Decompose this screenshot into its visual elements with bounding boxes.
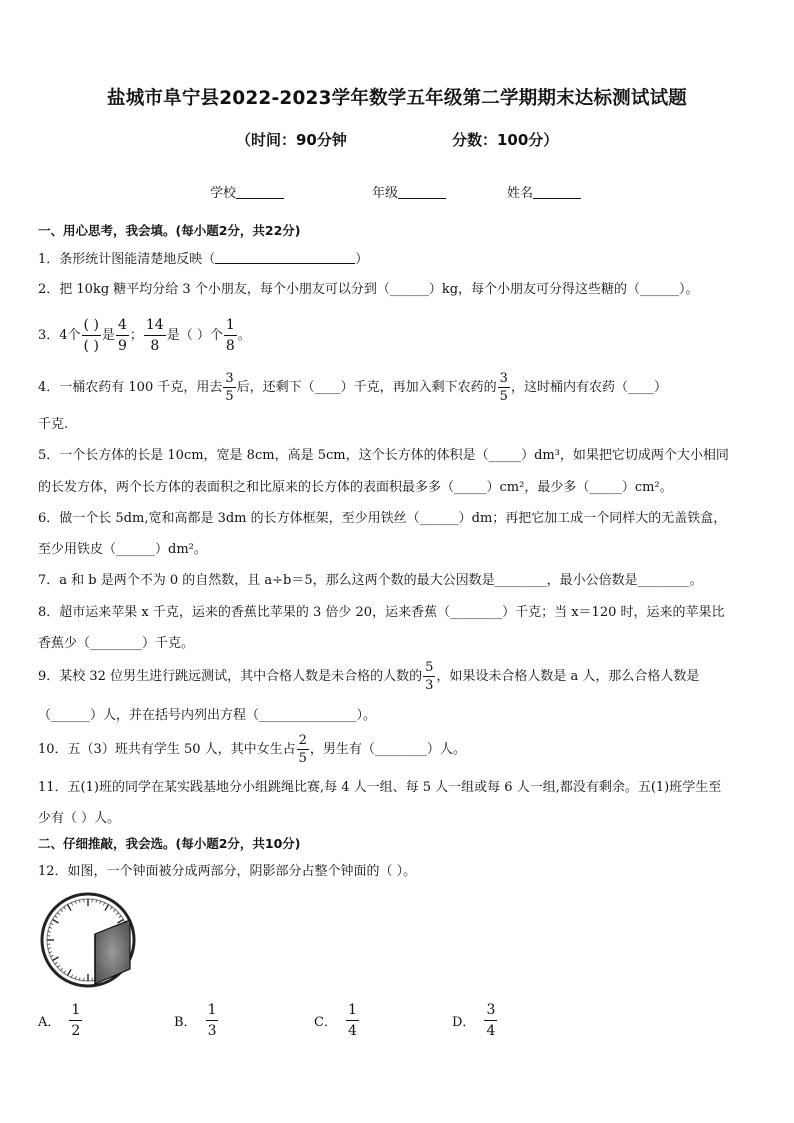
time-label: （时间：90分钟 xyxy=(236,131,347,149)
q3-fraction-14-8: $\frac{14}{8}$ xyxy=(145,317,164,354)
option-d[interactable]: D． $\frac{3}{4}$ xyxy=(452,1002,496,1039)
question-10: 10．五（3）班共有学生 50 人，其中女生占 $\frac{2}{5}$ ，男生有（________）人。 xyxy=(38,733,466,766)
question-11-line-2: 少有（ ）人。 xyxy=(38,811,121,826)
q9-fraction-5-3: $\frac{5}{3}$ xyxy=(425,660,434,693)
q4-fraction-3-5-a: $\frac{3}{5}$ xyxy=(225,371,234,404)
q3-blank-fraction[interactable]: $\frac{( )}{( )}$ xyxy=(83,317,99,354)
q3-fraction-1-8: $\frac{1}{8}$ xyxy=(225,317,235,354)
question-7: 7．a 和 b 是两个不为 0 的自然数，且 a÷b＝5，那么这两个数的最大公因数是________，最小公倍数是________。 xyxy=(38,573,703,588)
q3-fraction-4-9: $\frac{4}{9}$ xyxy=(117,317,127,354)
section-2-heading: 二、仔细推敲，我会选。(每小题2分，共10分) xyxy=(38,836,301,851)
question-2: 2．把 10kg 糖平均分给 3 个小朋友，每个小朋友可以分到（______）kg，每个小朋友可分得这些糖的（______）。 xyxy=(38,282,699,297)
grade-field[interactable] xyxy=(372,182,446,201)
score-label: 分数：100分） xyxy=(452,131,559,149)
question-8: 8．超市运来苹果 x 千克，运来的香蕉比苹果的 3 倍少 20，运来香蕉（________）千克；当 x＝120 时，运来的苹果比 xyxy=(38,605,725,620)
question-6-line-2: 至少用铁皮（______）dm²。 xyxy=(38,542,207,557)
page-title: 盐城市阜宁县2022-2023学年数学五年级第二学期期末达标测试试题 xyxy=(107,88,687,109)
name-label: 姓名 xyxy=(507,186,534,201)
question-5-line-2: 的长发方体，两个长方体的表面积之和比原来的长方体的表面积最多多（_____）cm²，最少多（_____）cm²。 xyxy=(38,480,673,495)
name-blank[interactable] xyxy=(533,185,581,199)
school-field[interactable] xyxy=(210,182,284,201)
question-11: 11．五(1)班的同学在某实践基地分小组跳绳比赛,每 4 人一组、每 5 人一组或每 6 人一组,都没有剩余。五(1)班学生至 xyxy=(38,780,722,795)
q1-answer-blank[interactable] xyxy=(215,251,355,264)
option-b[interactable]: B． $\frac{1}{3}$ xyxy=(174,1002,217,1039)
school-blank[interactable] xyxy=(236,185,284,199)
question-8-line-2: 香蕉少（________）千克。 xyxy=(38,636,195,651)
name-field[interactable] xyxy=(507,182,581,201)
question-4-line-2: 千克. xyxy=(38,417,69,432)
grade-label: 年级 xyxy=(372,186,399,201)
option-c[interactable]: C． $\frac{1}{4}$ xyxy=(314,1002,357,1039)
section-1-heading: 一、用心思考，我会填。(每小题2分，共22分) xyxy=(38,223,301,238)
q10-fraction-2-5: $\frac{2}{5}$ xyxy=(298,733,307,766)
question-9-line-2: （______）人，并在括号内列出方程（_______________）。 xyxy=(38,708,377,723)
question-3: 3．4个 $\frac{( )}{( )}$ 是 $\frac{4}{9}$ ； $\frac{14}{8}$ 是（ ）个 $\frac{1}{8}$ 。 xyxy=(38,317,251,354)
question-12: 12．如图，一个钟面被分成两部分，阴影部分占整个钟面的（ ）。 xyxy=(38,864,417,879)
option-a[interactable]: A． $\frac{1}{2}$ xyxy=(38,1002,81,1039)
question-4: 4．一桶农药有 100 千克，用去 $\frac{3}{5}$ 后，还剩下（____）千克，再加入剩下农药的 $\frac{3}{5}$ ，这时桶内有农药（____） xyxy=(38,371,667,404)
q4-fraction-3-5-b: $\frac{3}{5}$ xyxy=(499,371,508,404)
question-1: 1．条形统计图能清楚地反映（ ） xyxy=(38,252,369,267)
clock-face-image xyxy=(40,892,140,992)
question-6: 6．做一个长 5dm,宽和高都是 3dm 的长方体框架，至少用铁丝（______）dm；再把它加工成一个同样大的无盖铁盒， xyxy=(38,511,727,526)
school-label: 学校 xyxy=(210,186,237,201)
question-9: 9．某校 32 位男生进行跳远测试，其中合格人数是未合格的人数的 $\frac{5}{3}$ ，如果设未合格人数是 a 人，那么合格人数是 xyxy=(38,660,700,693)
question-5: 5．一个长方体的长是 10cm，宽是 8cm，高是 5cm，这个长方体的体积是（_____）dm³，如果把它切成两个大小相同 xyxy=(38,448,729,463)
grade-blank[interactable] xyxy=(398,185,446,199)
